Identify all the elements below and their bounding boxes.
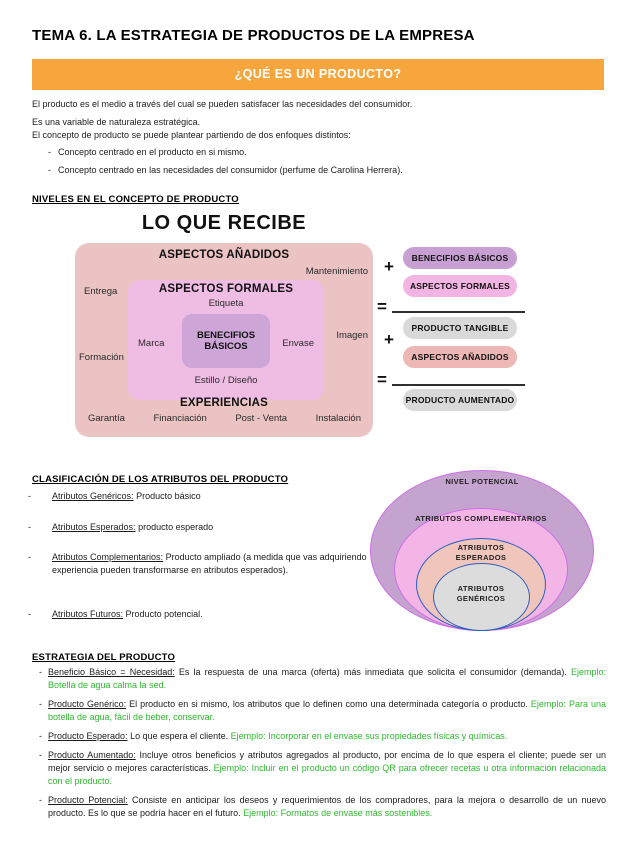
- intro-paragraph: [32, 98, 604, 182]
- equation-pill-aspectos-formales: ASPECTOS FORMALES: [403, 275, 517, 297]
- onion-label-atributos-complementarios: ATRIBUTOS COMPLEMENTARIOS: [415, 514, 547, 523]
- equation-pill-producto-tangible: PRODUCTO TANGIBLE: [403, 317, 517, 339]
- intro-bullet-list: [32, 146, 604, 177]
- diagram-label-estilo: Estillo / Diseño: [194, 375, 258, 386]
- bullet-lead: Beneficio Básico = Necesidad:: [48, 667, 175, 677]
- bullet-marker: -: [39, 699, 42, 709]
- heading-clasificacion: CLASIFICACIÓN DE LOS ATRIBUTOS DEL PRODUCTO: [32, 474, 289, 485]
- equation-pill-beneficios-basicos: BENECIFIOS BÁSICOS: [403, 247, 517, 269]
- bullet-text: Consiste en anticipar los deseos y requerimientos de los compradores, para la mejora o desarrollo de un nuevo producto. Es lo que se podría hacer en el futuro.: [48, 795, 606, 818]
- bullet-text: producto esperado: [138, 522, 214, 532]
- bullet-marker: -: [28, 552, 31, 562]
- bullet-marker: -: [28, 609, 31, 619]
- list-item: [28, 551, 382, 577]
- list-item: [28, 521, 382, 534]
- bullet-example: Ejemplo: Formatos de envase más sostenibles.: [243, 808, 433, 818]
- bullet-text: Producto básico: [136, 491, 201, 501]
- diagram-label-mantenimiento: Mantenimiento: [305, 266, 368, 277]
- diagram-label-garantia: Garantía: [88, 413, 125, 424]
- diagram-label-postventa: Post - Venta: [235, 413, 288, 424]
- bullet-marker: -: [28, 491, 31, 501]
- bullet-lead: Producto Potencial:: [48, 795, 128, 805]
- estrategia-bullet-list: [32, 666, 606, 826]
- bullet-marker: -: [48, 165, 51, 175]
- list-item: [32, 698, 606, 724]
- diagram-experiencias-row: [75, 413, 373, 424]
- bullet-marker: -: [39, 667, 42, 677]
- diagram-label-instalacion: Instalación: [315, 413, 361, 424]
- bullet-text: Producto potencial.: [125, 609, 203, 619]
- intro-line: El concepto de producto se puede plantear partiendo de dos enfoques distintos:: [32, 130, 351, 140]
- bullet-marker: -: [39, 731, 42, 741]
- bullet-example: Ejemplo: Incorporar en el envase sus propiedades físicas y químicas.: [230, 731, 508, 741]
- bullet-text: Es la respuesta de una marca (oferta) más inmediata que solicita el consumidor (demanda).: [178, 667, 567, 677]
- intro-line: El producto es el medio a través del cual se pueden satisfacer las necesidades del consumidor.: [32, 99, 413, 109]
- equation-line: [392, 384, 525, 386]
- bullet-example: Ejemplo: Para una botella de agua, fácil de beber, conservar.: [48, 699, 606, 722]
- diagram-label-entrega: Entrega: [84, 286, 118, 297]
- list-item: [32, 666, 606, 692]
- list-item: [32, 730, 606, 743]
- bullet-marker: -: [39, 795, 42, 805]
- bullet-text: El producto en si mismo, los atributos que lo definen como una determinada categoría o producto.: [129, 699, 528, 709]
- bullet-marker: -: [39, 750, 42, 760]
- diagram-aspectos-formales-box: [128, 280, 324, 400]
- bullet-lead: Atributos Complementarios:: [52, 552, 164, 562]
- diagram-aspectos-anadidos-box: [75, 243, 373, 437]
- onion-label-nivel-potencial: NIVEL POTENCIAL: [445, 477, 519, 486]
- list-item: [48, 164, 604, 177]
- section-banner: ¿QUÉ ES UN PRODUCTO?: [32, 59, 604, 90]
- diagram-middle-label: ASPECTOS FORMALES: [158, 283, 294, 295]
- bullet-lead: Producto Esperado:: [48, 731, 128, 741]
- onion-label-atributos-esperados: ATRIBUTOS ESPERADOS: [455, 543, 507, 562]
- list-item: [32, 794, 606, 820]
- diagram-label-marca: Marca: [138, 338, 165, 349]
- heading-niveles: NIVELES EN EL CONCEPTO DE PRODUCTO: [32, 194, 239, 205]
- bullet-lead: Atributos Esperados:: [52, 522, 136, 532]
- equals-sign: =: [377, 297, 387, 316]
- plus-sign: +: [384, 257, 394, 276]
- equation-pill-aspectos-anadidos: ASPECTOS AÑADIDOS: [403, 346, 517, 368]
- onion-label-atributos-genericos: ATRIBUTOS GENÉRICOS: [456, 584, 506, 603]
- list-item-text: Concepto centrado en el producto en si mismo.: [58, 147, 247, 157]
- diagram-label-formacion: Formación: [79, 352, 124, 363]
- heading-estrategia: ESTRATEGIA DEL PRODUCTO: [32, 652, 176, 663]
- diagram-experiencias-label: EXPERIENCIAS: [179, 397, 269, 409]
- diagram-title: LO QUE RECIBE: [141, 212, 307, 234]
- equals-sign: =: [377, 370, 387, 389]
- bullet-lead: Atributos Genéricos:: [52, 491, 134, 501]
- equation-pill-producto-aumentado: PRODUCTO AUMENTADO: [403, 389, 517, 411]
- list-item: [48, 146, 604, 159]
- bullet-example: Ejemplo: Botella de agua calma la sed.: [48, 667, 606, 690]
- equation-line: [392, 311, 525, 313]
- intro-line: Es una variable de naturaleza estratégica.: [32, 117, 201, 127]
- bullet-lead: Atributos Futuros:: [52, 609, 124, 619]
- diagram-label-financiacion: Financiación: [153, 413, 207, 424]
- diagram-outer-label: ASPECTOS AÑADIDOS: [158, 249, 290, 261]
- bullet-lead: Producto Aumentado:: [48, 750, 136, 760]
- list-item: [32, 749, 606, 788]
- diagram-beneficios-basicos-box: BENECIFIOS BÁSICOS: [182, 314, 270, 368]
- diagram-label-etiqueta: Etiqueta: [208, 298, 244, 309]
- list-item-text: Concepto centrado en las necesidades del consumidor (perfume de Carolina Herrera).: [58, 165, 403, 175]
- diagram-label-imagen: Imagen: [336, 330, 368, 341]
- page-title: TEMA 6. LA ESTRATEGIA DE PRODUCTOS DE LA EMPRESA: [32, 27, 475, 44]
- list-item: [28, 608, 382, 621]
- bullet-text: Incluye otros beneficios y atributos agregados al producto, por encima de lo que espera el cliente; puede ser un mejor servicio o mejores características.: [48, 750, 607, 773]
- bullet-marker: -: [48, 147, 51, 157]
- bullet-example: Ejemplo: Incluir en el producto un código QR para ofrecer recetas u otra información relacionada con el producto.: [48, 763, 606, 786]
- bullet-text: Lo que espera el cliente.: [130, 731, 229, 741]
- plus-sign: +: [384, 330, 394, 349]
- bullet-lead: Producto Genérico:: [48, 699, 127, 709]
- list-item: [28, 490, 382, 503]
- bullet-marker: -: [28, 522, 31, 532]
- bullet-text: Producto ampliado (a medida que vas adquiriendo experiencia pueden transformarse en atributos esperados).: [52, 552, 367, 575]
- diagram-label-envase: Envase: [282, 338, 314, 349]
